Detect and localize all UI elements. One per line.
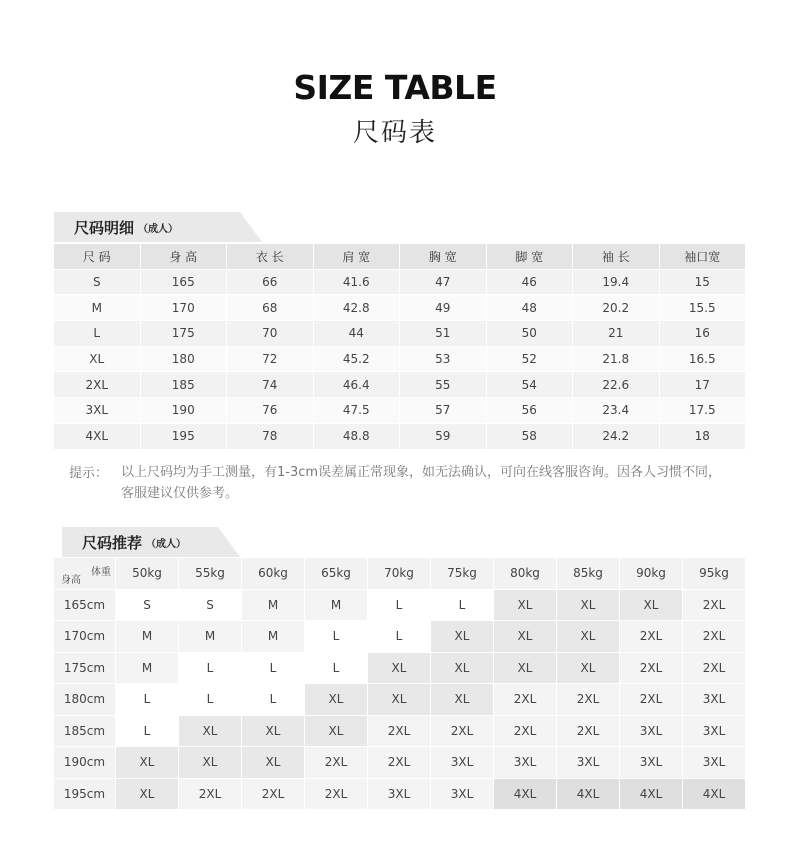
table-cell: 50 [487, 321, 574, 346]
size-detail-tab-title: 尺码明细 [74, 218, 135, 237]
size-cell: L [179, 684, 242, 716]
table-cell: L [54, 321, 141, 346]
table-cell: 74 [227, 372, 314, 397]
table-cell: 185 [141, 372, 228, 397]
page-subtitle: 尺码表 [352, 118, 437, 148]
table-cell: 58 [487, 424, 574, 449]
size-cell: 4XL [557, 779, 620, 811]
weight-header: 85kg [557, 558, 620, 590]
table-cell: 19.4 [573, 270, 660, 295]
table-cell: 3XL [54, 398, 141, 423]
column-header: 胸 宽 [400, 244, 487, 269]
size-cell: M [242, 621, 305, 653]
size-cell: M [116, 621, 179, 653]
height-header: 165cm [54, 590, 116, 622]
size-detail-table [54, 244, 746, 450]
size-cell: 2XL [494, 716, 557, 748]
table-row [54, 295, 746, 321]
table-cell: 52 [487, 347, 574, 372]
table-row [54, 779, 746, 811]
table-row [54, 398, 746, 424]
table-cell: 16 [660, 321, 747, 346]
size-cell: 4XL [494, 779, 557, 811]
table-cell: 21.8 [573, 347, 660, 372]
size-cell: L [305, 653, 368, 685]
size-cell: 3XL [494, 747, 557, 779]
table-cell: 20.2 [573, 295, 660, 320]
table-header-row [54, 244, 746, 270]
table-row [54, 747, 746, 779]
table-cell: 47 [400, 270, 487, 295]
table-cell: 48.8 [314, 424, 401, 449]
size-cell: XL [116, 779, 179, 811]
table-cell: 41.6 [314, 270, 401, 295]
size-cell: 2XL [305, 779, 368, 811]
table-cell: 44 [314, 321, 401, 346]
size-cell: XL [494, 621, 557, 653]
table-cell: 72 [227, 347, 314, 372]
size-cell: L [242, 684, 305, 716]
table-cell: 57 [400, 398, 487, 423]
column-header: 身 高 [141, 244, 228, 269]
height-header: 190cm [54, 747, 116, 779]
size-cell: 2XL [683, 653, 746, 685]
size-cell: XL [179, 716, 242, 748]
size-cell: 3XL [368, 779, 431, 811]
table-cell: 170 [141, 295, 228, 320]
table-cell: 47.5 [314, 398, 401, 423]
size-cell: L [179, 653, 242, 685]
size-cell: 3XL [557, 747, 620, 779]
size-cell: 2XL [557, 684, 620, 716]
table-cell: 49 [400, 295, 487, 320]
height-header: 180cm [54, 684, 116, 716]
size-cell: 3XL [431, 779, 494, 811]
column-header: 肩 宽 [314, 244, 401, 269]
size-cell: 2XL [620, 653, 683, 685]
table-cell: S [54, 270, 141, 295]
table-cell: 55 [400, 372, 487, 397]
table-cell: XL [54, 347, 141, 372]
table-row [54, 424, 746, 450]
table-row [54, 590, 746, 622]
height-header: 175cm [54, 653, 116, 685]
size-recommend-tab-title: 尺码推荐 [82, 533, 143, 552]
size-cell: M [116, 653, 179, 685]
size-cell: L [368, 590, 431, 622]
table-cell: 17 [660, 372, 747, 397]
size-cell: XL [368, 653, 431, 685]
weight-header: 60kg [242, 558, 305, 590]
weight-axis-label: 体重 [91, 567, 111, 578]
table-cell: 18 [660, 424, 747, 449]
table-cell: 66 [227, 270, 314, 295]
size-cell: L [242, 653, 305, 685]
column-header: 尺 码 [54, 244, 141, 269]
table-row [54, 684, 746, 716]
table-cell: 70 [227, 321, 314, 346]
table-cell: 45.2 [314, 347, 401, 372]
size-detail-tab [54, 212, 240, 242]
table-row [54, 321, 746, 347]
table-cell: 46 [487, 270, 574, 295]
size-cell: XL [494, 590, 557, 622]
size-cell: 3XL [431, 747, 494, 779]
size-cell: XL [305, 684, 368, 716]
size-cell: M [305, 590, 368, 622]
size-cell: 2XL [368, 716, 431, 748]
table-cell: M [54, 295, 141, 320]
column-header: 袖口宽 [660, 244, 747, 269]
size-cell: 2XL [368, 747, 431, 779]
table-cell: 16.5 [660, 347, 747, 372]
size-cell: L [116, 684, 179, 716]
note-label: 提示： [69, 466, 109, 481]
size-cell: 2XL [242, 779, 305, 811]
size-cell: 2XL [494, 684, 557, 716]
size-recommend-tab [62, 527, 218, 557]
size-cell: XL [242, 716, 305, 748]
size-cell: XL [116, 747, 179, 779]
size-cell: 2XL [179, 779, 242, 811]
weight-header: 95kg [683, 558, 746, 590]
table-cell: 76 [227, 398, 314, 423]
table-cell: 56 [487, 398, 574, 423]
size-cell: M [242, 590, 305, 622]
table-header-row [54, 558, 746, 590]
table-row [54, 653, 746, 685]
table-cell: 51 [400, 321, 487, 346]
size-cell: 4XL [620, 779, 683, 811]
table-cell: 22.6 [573, 372, 660, 397]
table-cell: 24.2 [573, 424, 660, 449]
size-cell: 3XL [683, 747, 746, 779]
size-cell: XL [179, 747, 242, 779]
table-cell: 78 [227, 424, 314, 449]
table-cell: 195 [141, 424, 228, 449]
table-row [54, 621, 746, 653]
size-recommend-table [54, 558, 746, 810]
column-header: 脚 宽 [487, 244, 574, 269]
table-cell: 53 [400, 347, 487, 372]
table-cell: 59 [400, 424, 487, 449]
size-cell: XL [305, 716, 368, 748]
table-row [54, 270, 746, 296]
table-cell: 54 [487, 372, 574, 397]
table-cell: 190 [141, 398, 228, 423]
size-cell: 3XL [620, 716, 683, 748]
size-cell: L [305, 621, 368, 653]
size-cell: M [179, 621, 242, 653]
size-cell: XL [620, 590, 683, 622]
size-cell: XL [494, 653, 557, 685]
table-row [54, 372, 746, 398]
size-cell: 2XL [557, 716, 620, 748]
size-cell: L [431, 590, 494, 622]
table-cell: 180 [141, 347, 228, 372]
size-cell: XL [557, 590, 620, 622]
size-detail-tab-subtitle: （成人） [138, 223, 179, 235]
table-cell: 175 [141, 321, 228, 346]
size-cell: XL [557, 621, 620, 653]
table-cell: 23.4 [573, 398, 660, 423]
size-cell: 3XL [620, 747, 683, 779]
table-cell: 4XL [54, 424, 141, 449]
table-row [54, 347, 746, 373]
size-cell: XL [557, 653, 620, 685]
height-header: 185cm [54, 716, 116, 748]
size-cell: L [116, 716, 179, 748]
weight-header: 50kg [116, 558, 179, 590]
weight-header: 55kg [179, 558, 242, 590]
size-cell: 3XL [683, 684, 746, 716]
size-cell: 2XL [431, 716, 494, 748]
size-cell: XL [431, 684, 494, 716]
table-cell: 21 [573, 321, 660, 346]
size-cell: 4XL [683, 779, 746, 811]
table-cell: 17.5 [660, 398, 747, 423]
weight-header: 65kg [305, 558, 368, 590]
size-cell: 2XL [305, 747, 368, 779]
size-cell: S [179, 590, 242, 622]
table-cell: 165 [141, 270, 228, 295]
size-cell: 2XL [683, 590, 746, 622]
table-cell: 15.5 [660, 295, 747, 320]
size-cell: XL [431, 621, 494, 653]
height-axis-label: 身高 [61, 574, 81, 586]
weight-header: 75kg [431, 558, 494, 590]
weight-header: 80kg [494, 558, 557, 590]
table-cell: 15 [660, 270, 747, 295]
height-header: 195cm [54, 779, 116, 811]
table-corner-cell [54, 558, 116, 590]
size-cell: L [368, 621, 431, 653]
table-cell: 42.8 [314, 295, 401, 320]
table-cell: 68 [227, 295, 314, 320]
size-recommend-tab-subtitle: （成人） [146, 538, 187, 550]
weight-header: 70kg [368, 558, 431, 590]
size-cell: XL [242, 747, 305, 779]
size-cell: 2XL [683, 621, 746, 653]
size-cell: XL [368, 684, 431, 716]
table-cell: 48 [487, 295, 574, 320]
column-header: 袖 长 [573, 244, 660, 269]
height-header: 170cm [54, 621, 116, 653]
table-row [54, 716, 746, 748]
size-cell: XL [431, 653, 494, 685]
column-header: 衣 长 [227, 244, 314, 269]
size-cell: S [116, 590, 179, 622]
table-cell: 2XL [54, 372, 141, 397]
size-cell: 2XL [620, 621, 683, 653]
page-title: SIZE TABLE [293, 68, 497, 107]
weight-header: 90kg [620, 558, 683, 590]
size-cell: 3XL [683, 716, 746, 748]
note-text: 以上尺码均为手工测量，有1-3cm误差属正常现象，如无法确认，可向在线客服咨询。因各人习惯不同，客服建议仅供参考。 [121, 465, 722, 501]
size-cell: 2XL [620, 684, 683, 716]
table-cell: 46.4 [314, 372, 401, 397]
